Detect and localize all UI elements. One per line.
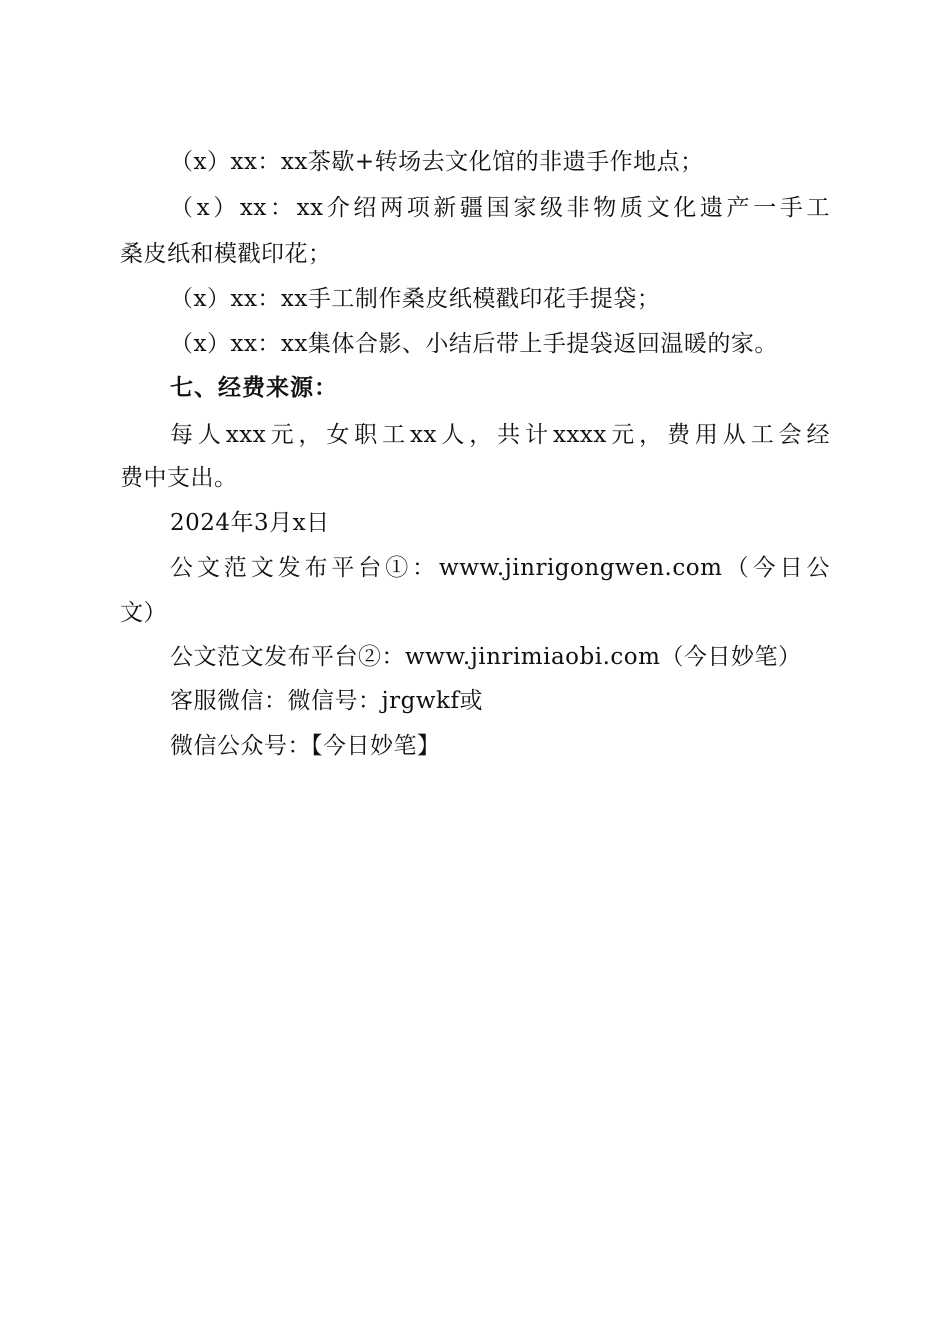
document-date: 2024年3月x日: [170, 510, 330, 536]
section-heading-funding: 七、经费来源：: [170, 375, 338, 401]
funding-line-1: 每人xxx元，女职工xx人，共计xxxx元，费用从工会经: [170, 422, 830, 448]
funding-line-2: 费中支出。: [120, 465, 238, 491]
schedule-item-2-line-2: 桑皮纸和模戳印花；: [120, 241, 332, 267]
schedule-item-1: （x）xx：xx茶歇+转场去文化馆的非遗手作地点；: [170, 149, 704, 175]
schedule-item-4: （x）xx：xx集体合影、小结后带上手提袋返回温暖的家。: [170, 331, 778, 357]
platform-1-line-1: 公文范文发布平台①：www.jinrigongwen.com（今日公: [170, 555, 830, 581]
schedule-item-2-line-1: （x）xx：xx介绍两项新疆国家级非物质文化遗产一手工: [170, 195, 830, 221]
platform-2: 公文范文发布平台②：www.jinrimiaobi.com（今日妙笔）: [170, 644, 802, 670]
wechat-official-account: 微信公众号：【今日妙笔】: [170, 733, 441, 759]
platform-1-line-2: 文）: [120, 600, 167, 626]
customer-service-wechat: 客服微信：微信号：jrgwkf或: [170, 688, 483, 714]
schedule-item-3: （x）xx：xx手工制作桑皮纸模戳印花手提袋；: [170, 286, 661, 312]
